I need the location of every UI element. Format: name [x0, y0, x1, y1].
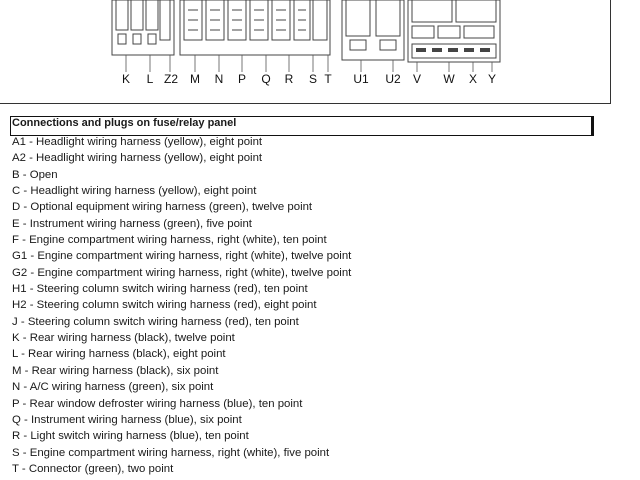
list-item: H2 - Steering column switch wiring harness (red), eight point [12, 299, 317, 312]
list-item: H1 - Steering column switch wiring harness (red), ten point [12, 283, 308, 296]
plug-label-v: V [412, 72, 422, 86]
list-item: N - A/C wiring harness (green), six point [12, 381, 214, 394]
list-item: S - Engine compartment wiring harness, right (white), five point [12, 446, 330, 459]
diagram-frame-right [610, 0, 611, 104]
list-item: A2 - Headlight wiring harness (yellow), eight point [12, 152, 263, 165]
list-item: F - Engine compartment wiring harness, right (white), ten point [12, 234, 327, 247]
plug-label-m: M [190, 72, 200, 86]
list-item: P - Rear window defroster wiring harness (blue), ten point [12, 397, 303, 410]
plug-label-l: L [146, 72, 154, 86]
plug-label-w: W [443, 72, 455, 86]
diagram-frame-bottom [0, 103, 611, 104]
list-item: G2 - Engine compartment wiring harness, right (white), twelve point [12, 266, 352, 279]
list-item: J - Steering column switch wiring harness (red), ten point [12, 315, 299, 328]
list-item: A1 - Headlight wiring harness (yellow), eight point [12, 136, 263, 148]
plug-label-r: R [284, 72, 294, 86]
list-item: Q - Instrument wiring harness (blue), six point [12, 413, 242, 426]
plug-label-k: K [121, 72, 131, 86]
plug-label-y: Y [487, 72, 497, 86]
plug-label-n: N [214, 72, 224, 86]
connections-list [12, 134, 351, 477]
fuse-panel-diagram [0, 0, 640, 100]
list-item: T - Connector (green), two point [12, 462, 174, 475]
plug-label-x: X [468, 72, 478, 86]
plug-label-q: Q [261, 72, 271, 86]
list-item: M - Rear wiring harness (black), six point [12, 364, 219, 377]
list-item: E - Instrument wiring harness (green), five point [12, 217, 252, 230]
list-item: D - Optional equipment wiring harness (green), twelve point [12, 201, 313, 214]
plug-label-s: S [308, 72, 318, 86]
connections-title: Connections and plugs on fuse/relay panel [12, 117, 237, 129]
plug-label-u1: U1 [353, 72, 369, 86]
list-item: L - Rear wiring harness (black), eight point [12, 348, 226, 361]
list-item: K - Rear wiring harness (black), twelve point [12, 332, 235, 345]
plug-label-p: P [237, 72, 247, 86]
list-item: G1 - Engine compartment wiring harness, right (white), twelve point [12, 250, 352, 263]
connector-drawing [0, 0, 640, 100]
plug-label-z2: Z2 [163, 72, 179, 86]
list-item: C - Headlight wiring harness (yellow), eight point [12, 185, 257, 198]
list-item: B - Open [12, 168, 58, 181]
plug-label-t: T [324, 72, 332, 86]
list-item: R - Light switch wiring harness (blue), ten point [12, 430, 249, 443]
plug-label-u2: U2 [385, 72, 401, 86]
